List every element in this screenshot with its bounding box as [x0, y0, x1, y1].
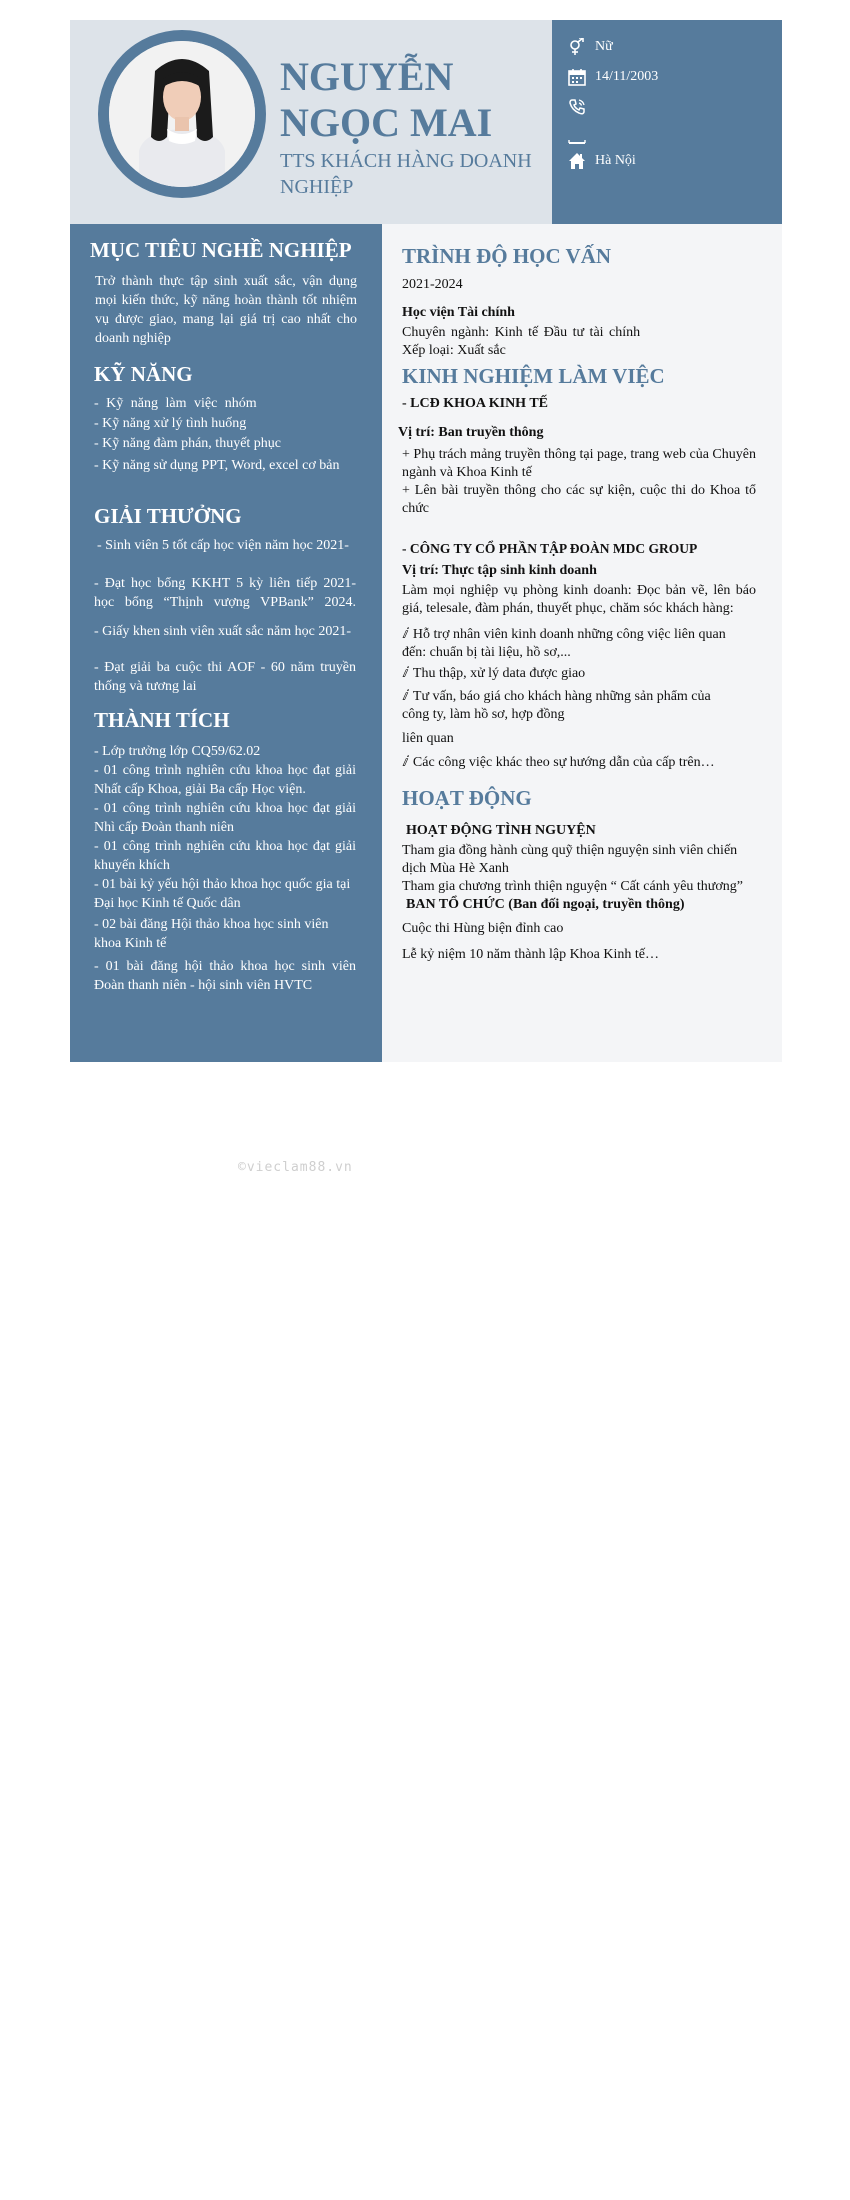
award-item: - Đạt giải ba cuộc thi AOF - 60 năm truyền thống và tương lai [94, 660, 356, 694]
education-major: Chuyên ngành: Kinh tế Đầu tư tài chính [402, 325, 641, 340]
award-item: - Giấy khen sinh viên xuất sắc năm học 2021- [94, 624, 351, 639]
achievement-item: - 01 bài đăng hội thảo khoa học sinh viên Đoàn thanh niên - hội sinh viên HVTC [94, 959, 356, 993]
activities-heading: HOẠT ĐỘNG [402, 786, 532, 810]
achievements-heading: THÀNH TÍCH [94, 708, 230, 732]
contact-dob [568, 68, 658, 86]
skills-heading: KỸ NĂNG [94, 362, 193, 386]
candidate-name [280, 54, 540, 146]
experience-duty-intro: Làm mọi nghiệp vụ phòng kinh doanh: Đọc bản vẽ, lên báo giá, telesale, đàm phán, thuyết phục, chăm sóc khách hàng: [402, 583, 756, 616]
bullet-text: Hỗ trợ nhân viên kinh doanh những công việc liên quan đến: chuẩn bị tài liệu, hồ sơ,... [402, 627, 726, 660]
calendar-icon [568, 68, 586, 86]
left-column [70, 224, 382, 1062]
home-icon [568, 152, 586, 170]
experience-bullet [402, 665, 756, 683]
address-value: Hà Nội [595, 153, 636, 168]
contact-address [568, 152, 636, 170]
experience-role-2: Vị trí: Thực tập sinh kinh doanh [402, 563, 597, 578]
education-heading: TRÌNH ĐỘ HỌC VẤN [402, 244, 612, 268]
gender-value: Nữ [595, 39, 613, 54]
experience-bullet-tail: liên quan [402, 731, 454, 746]
watermark: ©vieclam88.vn [238, 1160, 353, 1175]
achievement-item: - 01 công trình nghiên cứu khoa học đạt giải khuyến khích [94, 839, 356, 873]
award-item: - Sinh viên 5 tốt cấp học viện năm học 2021- [97, 538, 349, 553]
skill-item: - Kỹ năng làm việc nhóm [94, 396, 257, 411]
name-line-2: NGỌC MAI [280, 100, 493, 145]
bullet-icon: ⅈ [402, 689, 407, 704]
experience-bullet [402, 688, 720, 724]
bullet-icon: ⅈ [402, 627, 407, 642]
volunteer-heading: HOẠT ĐỘNG TÌNH NGUYỆN [406, 823, 596, 838]
education-period: 2021-2024 [402, 277, 463, 292]
avatar-portrait [109, 41, 255, 187]
job-title: TTS KHÁCH HÀNG DOANH NGHIỆP [280, 150, 532, 198]
bullet-text: Tư vấn, báo giá cho khách hàng những sản phẩm của công ty, làm hồ sơ, hợp đồng [402, 689, 711, 722]
avatar-ring [98, 30, 266, 198]
gender-icon [568, 38, 586, 56]
contact-email [568, 128, 595, 146]
dob-value: 14/11/2003 [595, 69, 659, 84]
contact-phone [568, 98, 595, 116]
bullet-icon: ⅈ [402, 666, 407, 681]
experience-org-1: - LCĐ KHOA KINH TẾ [402, 396, 548, 411]
achievement-item: - 02 bài đăng Hội thảo khoa học sinh viên khoa Kinh tế [94, 917, 329, 951]
experience-bullet [402, 626, 732, 662]
contact-panel [552, 20, 782, 224]
email-icon [568, 128, 586, 146]
organizing-item: Cuộc thi Hùng biện đỉnh cao [402, 921, 564, 936]
awards-heading: GIẢI THƯỞNG [94, 504, 242, 528]
bullet-icon: ⅈ [402, 755, 407, 770]
experience-duty: + Phụ trách mảng truyền thông tại page, trang web của Chuyên ngành và Khoa Kinh tế [402, 447, 756, 480]
skill-item: - Kỹ năng sử dụng PPT, Word, excel cơ bản [94, 458, 340, 473]
volunteer-item: Tham gia đồng hành cùng quỹ thiện nguyện sinh viên chiến dịch Mùa Hè Xanh [402, 843, 738, 876]
contact-gender [568, 38, 613, 56]
skill-item: - Kỹ năng đàm phán, thuyết phục [94, 436, 282, 451]
bullet-text: Thu thập, xử lý data được giao [412, 666, 586, 681]
education-school: Học viện Tài chính [402, 305, 515, 320]
bullet-text: Các công việc khác theo sự hướng dẫn của cấp trên… [412, 755, 715, 770]
volunteer-item: Tham gia chương trình thiện nguyện “ Cất cánh yêu thương” [402, 879, 744, 894]
avatar [109, 41, 255, 187]
skill-item: - Kỹ năng xử lý tình huống [94, 416, 247, 431]
achievement-item: - 01 công trình nghiên cứu khoa học đạt giải Nhất cấp Khoa, giải Ba cấp Học viện. [94, 763, 356, 797]
achievement-item: - Lớp trưởng lớp CQ59/62.02 [94, 744, 261, 759]
name-line-1: NGUYỄN [280, 54, 454, 99]
experience-heading: KINH NGHIỆM LÀM VIỆC [402, 364, 665, 388]
cv-header [70, 20, 782, 224]
experience-bullet [402, 754, 756, 772]
career-goal-heading: MỤC TIÊU NGHỀ NGHIỆP [90, 238, 352, 262]
organizing-heading: BAN TỔ CHỨC (Ban đối ngoại, truyền thông) [406, 897, 685, 912]
phone-icon [568, 98, 586, 116]
achievement-item: - 01 công trình nghiên cứu khoa học đạt giải Nhì cấp Đoàn thanh niên [94, 801, 356, 835]
cv-page [70, 20, 782, 1062]
experience-role-1: Vị trí: Ban truyền thông [398, 425, 544, 440]
education-grade: Xếp loại: Xuất sắc [402, 343, 506, 358]
achievement-item: - 01 bài kỷ yếu hội thảo khoa học quốc gia tại Đại học Kinh tế Quốc dân [94, 877, 351, 911]
career-goal-text: Trở thành thực tập sinh xuất sắc, vận dụng mọi kiến thức, kỹ năng hoàn thành tốt nhiệm vụ được giao, mang lại giá trị cao nhất cho doanh nghiệp [95, 274, 357, 346]
right-column [382, 224, 782, 1062]
experience-org-2: - CÔNG TY CỔ PHẦN TẬP ĐOÀN MDC GROUP [402, 541, 698, 556]
award-item: - Đạt học bổng KKHT 5 kỳ liên tiếp 2021- học bổng “Thịnh vượng VPBank” 2024. [94, 576, 356, 610]
experience-duty: + Lên bài truyền thông cho các sự kiện, cuộc thi do Khoa tổ chức [402, 483, 756, 516]
organizing-item: Lễ kỷ niệm 10 năm thành lập Khoa Kinh tế… [402, 947, 659, 962]
